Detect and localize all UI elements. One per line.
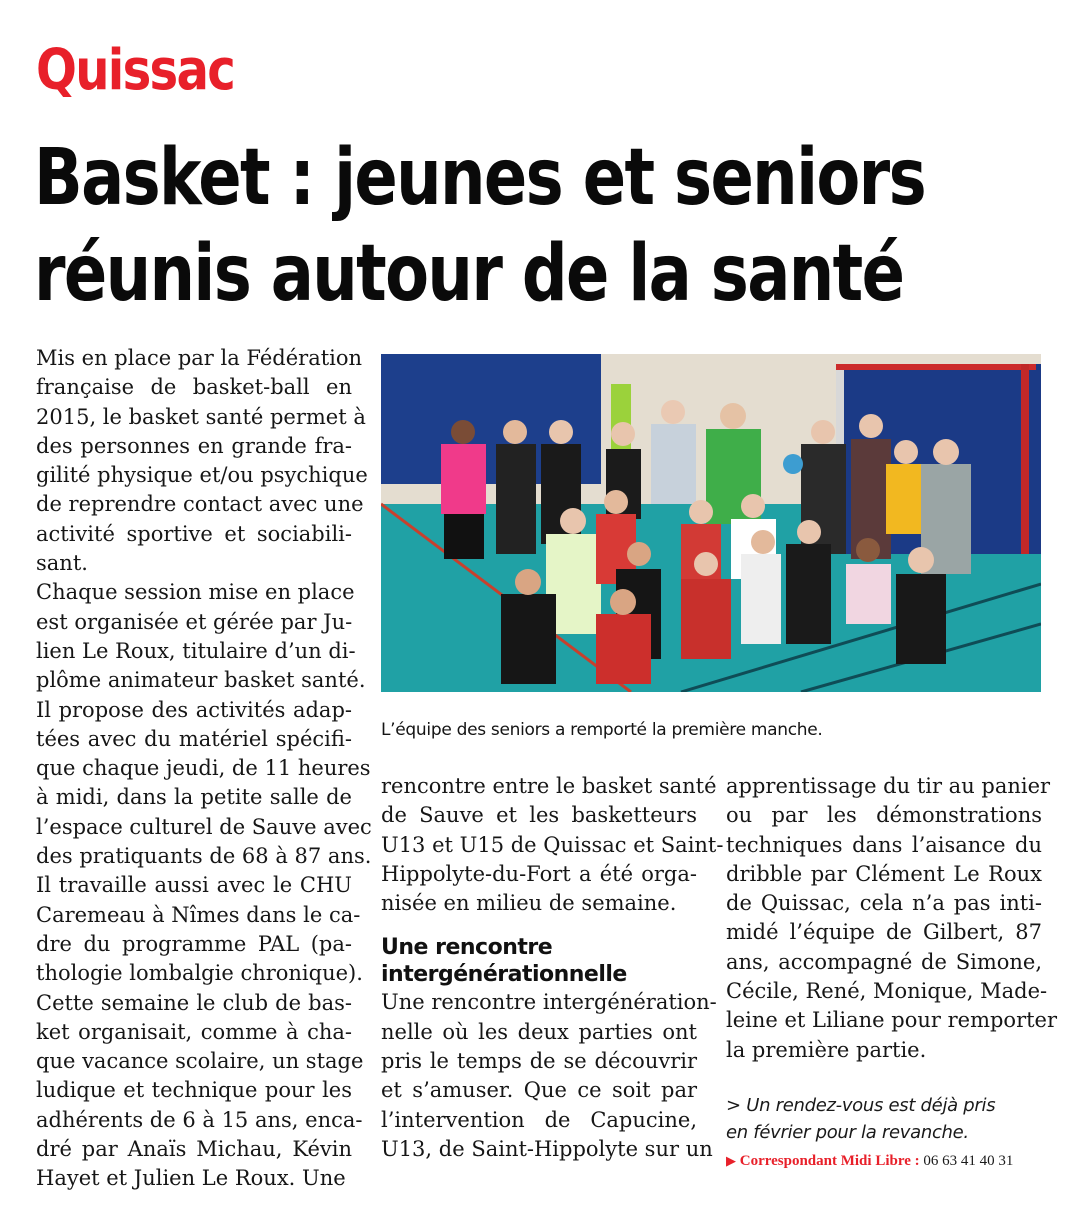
text-line: Cette semaine le club de bas- bbox=[36, 990, 352, 1015]
photo-illustration bbox=[381, 354, 1041, 692]
column-2-bottom bbox=[381, 988, 717, 1164]
text-line: pris le temps de se découvrir bbox=[381, 1049, 697, 1074]
text-line: nelle où les deux parties ont bbox=[381, 1019, 697, 1044]
text-line: adhérents de 6 à 15 ans, enca- bbox=[36, 1107, 363, 1132]
text-line: Hayet et Julien Le Roux. Une bbox=[36, 1166, 346, 1191]
closing-note-line-2: en février pour la revanche. bbox=[726, 1122, 969, 1143]
text-line: ket organisait, comme à cha- bbox=[36, 1019, 352, 1044]
text-line: que chaque jeudi, de 11 heures bbox=[36, 756, 371, 781]
triangle-right-icon: ▶ bbox=[726, 1153, 736, 1168]
text-line: Chaque session mise en place bbox=[36, 580, 355, 605]
text-line: ans, accompagné de Simone, bbox=[726, 949, 1042, 974]
text-line: thologie lombalgie chronique). bbox=[36, 961, 363, 986]
text-line: la première partie. bbox=[726, 1037, 927, 1062]
section-kicker: Quissac bbox=[36, 38, 235, 103]
column-3 bbox=[726, 772, 1058, 1065]
text-line: l’intervention de Capucine, bbox=[381, 1107, 697, 1132]
text-line: de Quissac, cela n’a pas inti- bbox=[726, 891, 1042, 916]
photo-caption: L’équipe des seniors a remporté la première manche. bbox=[381, 720, 823, 740]
text-line: rencontre entre le basket santé bbox=[381, 774, 717, 798]
text-line: leine et Liliane pour remporter bbox=[726, 1008, 1058, 1033]
text-line: lien Le Roux, titulaire d’un di- bbox=[36, 638, 356, 663]
headline bbox=[34, 130, 925, 322]
text-line: des pratiquants de 68 à 87 ans. bbox=[36, 844, 372, 869]
credit-phone: 06 63 41 40 31 bbox=[923, 1153, 1014, 1169]
text-line: techniques dans l’aisance du bbox=[726, 832, 1042, 857]
text-line: est organisée et gérée par Ju- bbox=[36, 609, 353, 634]
text-line: 2015, le basket santé permet à bbox=[36, 404, 366, 429]
closing-note-line-1: > Un rendez-vous est déjà pris bbox=[726, 1095, 996, 1116]
text-line: Il travaille aussi avec le CHU bbox=[36, 873, 352, 898]
text-line: midé l’équipe de Gilbert, 87 bbox=[726, 920, 1042, 945]
text-line: nisée en milieu de semaine. bbox=[381, 891, 677, 916]
credit-label: Correspondant Midi Libre : bbox=[739, 1153, 920, 1169]
headline-line-2: réunis autour de la santé bbox=[34, 229, 904, 319]
text-line: française de basket-ball en bbox=[36, 375, 352, 400]
text-line: Il propose des activités adap- bbox=[36, 697, 352, 722]
column-1 bbox=[36, 344, 372, 1194]
column-2 bbox=[381, 772, 724, 1164]
column-2-top bbox=[381, 772, 724, 918]
text-line: plôme animateur basket santé. bbox=[36, 668, 366, 693]
closing-note bbox=[726, 1092, 995, 1146]
text-line: Cécile, René, Monique, Made- bbox=[726, 979, 1048, 1004]
text-line: dribble par Clément Le Roux bbox=[726, 861, 1042, 886]
text-line: et s’amuser. Que ce soit par bbox=[381, 1078, 697, 1103]
subheading-line-1: Une rencontre bbox=[381, 935, 553, 961]
subheading bbox=[381, 934, 697, 988]
text-line: de reprendre contact avec une bbox=[36, 492, 364, 517]
text-line: dre du programme PAL (pa- bbox=[36, 931, 352, 956]
correspondent-credit bbox=[726, 1153, 1013, 1170]
text-line: Caremeau à Nîmes dans le ca- bbox=[36, 902, 361, 927]
subheading-line-2: intergénérationnelle bbox=[381, 962, 627, 988]
text-line: Une rencontre intergénération- bbox=[381, 990, 717, 1015]
text-line: des personnes en grande fra- bbox=[36, 433, 352, 458]
text-line: que vacance scolaire, un stage bbox=[36, 1049, 364, 1074]
text-line: apprentissage du tir au panier bbox=[726, 774, 1051, 798]
text-line: l’espace culturel de Sauve avec bbox=[36, 814, 372, 839]
text-line: Mis en place par la Fédération bbox=[36, 346, 363, 370]
text-line: ludique et technique pour les bbox=[36, 1078, 352, 1103]
article-photo bbox=[381, 354, 1041, 692]
text-line: ou par les démonstrations bbox=[726, 803, 1042, 828]
text-line: dré par Anaïs Michau, Kévin bbox=[36, 1137, 352, 1162]
text-line: activité sportive et sociabili- bbox=[36, 521, 352, 546]
text-line: à midi, dans la petite salle de bbox=[36, 785, 352, 810]
headline-line-1: Basket : jeunes et seniors bbox=[34, 133, 926, 223]
text-line: Hippolyte-du-Fort a été orga- bbox=[381, 861, 697, 886]
text-line: de Sauve et les basketteurs bbox=[381, 803, 697, 828]
text-line: U13, de Saint-Hippolyte sur un bbox=[381, 1136, 713, 1161]
text-line: U13 et U15 de Quissac et Saint- bbox=[381, 832, 724, 857]
text-line: sant. bbox=[36, 551, 88, 576]
text-line: tées avec du matériel spécifi- bbox=[36, 726, 352, 751]
text-line: gilité physique et/ou psychique bbox=[36, 463, 368, 488]
